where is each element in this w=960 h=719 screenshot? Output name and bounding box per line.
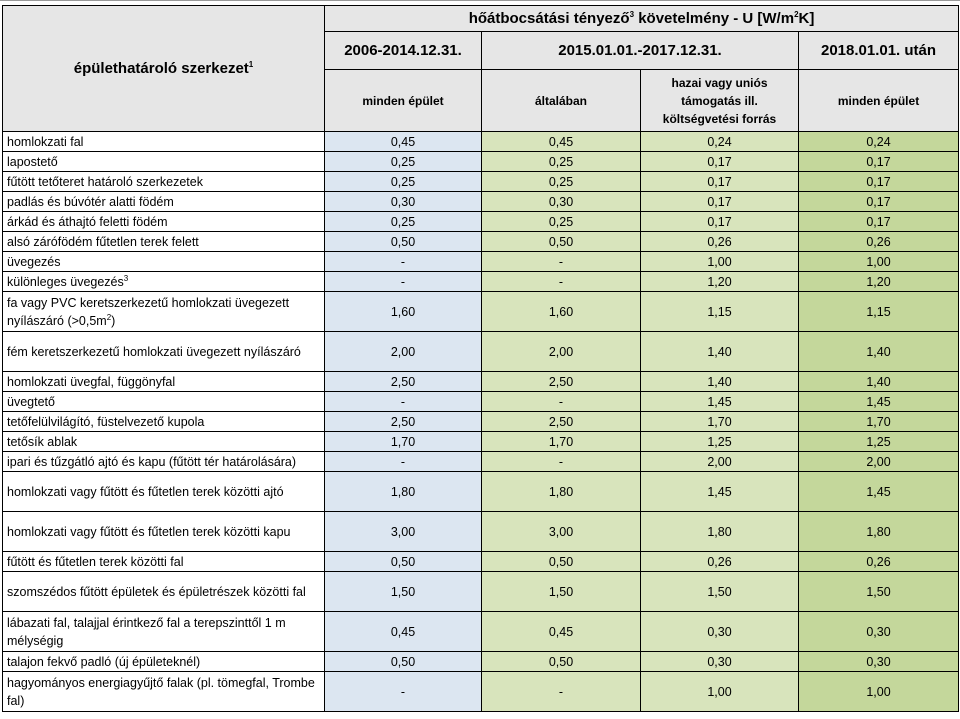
table-row xyxy=(3,452,959,472)
sub-header-general: általában xyxy=(482,70,641,132)
structure-name: talajon fekvő padló (új épületeknél) xyxy=(3,652,325,672)
structure-name: alsó zárófödém fűtetlen terek felett xyxy=(3,232,325,252)
u-value-cell: 1,45 xyxy=(641,392,799,412)
u-value-cell: 0,45 xyxy=(325,612,482,652)
u-value-cell: 2,00 xyxy=(799,452,959,472)
u-value-cell: 1,25 xyxy=(799,432,959,452)
structure-name: homlokzati vagy fűtött és fűtetlen terek közötti kapu xyxy=(3,512,325,552)
u-value-cell: 1,15 xyxy=(641,292,799,332)
u-value-cell: 0,25 xyxy=(325,212,482,232)
u-value-cell: 1,00 xyxy=(641,672,799,712)
table-row xyxy=(3,612,959,652)
table-row xyxy=(3,132,959,152)
u-value-cell: 0,25 xyxy=(482,152,641,172)
table-row xyxy=(3,432,959,452)
u-value-cell: 0,24 xyxy=(641,132,799,152)
table-row xyxy=(3,512,959,552)
u-value-cell: - xyxy=(482,252,641,272)
structure-name: üvegtető xyxy=(3,392,325,412)
u-value-cell: 0,50 xyxy=(325,552,482,572)
u-value-cell: 0,50 xyxy=(482,652,641,672)
u-value-cell: 1,50 xyxy=(482,572,641,612)
structure-name: fa vagy PVC keretszerkezetű homlokzati üvegezett nyílászáró $(>0,5m^2)$ xyxy=(3,292,325,332)
u-value-cell: 1,40 xyxy=(799,372,959,392)
u-value-cell: 1,25 xyxy=(641,432,799,452)
u-value-cell: 0,45 xyxy=(482,612,641,652)
u-value-cell: 1,45 xyxy=(799,472,959,512)
u-value-cell: 0,30 xyxy=(325,192,482,212)
u-value-cell: 2,50 xyxy=(482,372,641,392)
u-value-cell: - xyxy=(325,252,482,272)
u-value-cell: 0,17 xyxy=(799,192,959,212)
u-value-cell: 3,00 xyxy=(325,512,482,552)
u-value-cell: 0,25 xyxy=(325,172,482,192)
structure-name: tetőfelülvilágító, füstelvezető kupola xyxy=(3,412,325,432)
table-row xyxy=(3,192,959,212)
u-value-cell: 0,50 xyxy=(482,232,641,252)
sub-header-subsidized: hazai vagy uniós támogatás ill. költségvetési forrás xyxy=(641,70,799,132)
structure-name: lábazati fal, talajjal érintkező fal a terepszinttől 1 m mélységig xyxy=(3,612,325,652)
structure-name: homlokzati fal xyxy=(3,132,325,152)
u-value-cell: 1,80 xyxy=(325,472,482,512)
u-value-cell: 0,26 xyxy=(799,552,959,572)
structure-name: fűtött tetőteret határoló szerkezetek xyxy=(3,172,325,192)
table-row xyxy=(3,232,959,252)
u-value-cell: 1,45 xyxy=(799,392,959,412)
u-value-cell: - xyxy=(325,272,482,292)
u-value-cell: 0,24 xyxy=(799,132,959,152)
u-value-cell: 2,50 xyxy=(325,412,482,432)
u-value-cell: 1,80 xyxy=(482,472,641,512)
table-row xyxy=(3,292,959,332)
u-value-cell: 1,00 xyxy=(799,672,959,712)
u-value-cell: - xyxy=(482,672,641,712)
u-value-cell: 0,17 xyxy=(641,172,799,192)
u-value-cell: 0,17 xyxy=(641,152,799,172)
structure-name: hagyományos energiagyűjtő falak (pl. tömegfal, Trombe fal) xyxy=(3,672,325,712)
u-value-cell: 1,80 xyxy=(799,512,959,552)
structure-name: fém keretszerkezetű homlokzati üvegezett nyílászáró xyxy=(3,332,325,372)
structure-name: szomszédos fűtött épületek és épületrészek közötti fal xyxy=(3,572,325,612)
u-value-cell: 0,17 xyxy=(799,152,959,172)
u-value-cell: 1,45 xyxy=(641,472,799,512)
u-value-cell: 1,00 xyxy=(799,252,959,272)
u-value-cell: 0,50 xyxy=(325,652,482,672)
u-value-cell: 0,45 xyxy=(482,132,641,152)
table-row xyxy=(3,332,959,372)
main-title: hőátbocsátási tényező$^3$ követelmény - U $[W/m^2K]$ xyxy=(325,6,959,32)
structure-name: homlokzati vagy fűtött és fűtetlen terek közötti ajtó xyxy=(3,472,325,512)
period-2018: 2018.01.01. után xyxy=(799,32,959,70)
u-value-cell: 2,00 xyxy=(641,452,799,472)
u-value-cell: 1,60 xyxy=(482,292,641,332)
table-body xyxy=(3,132,959,712)
u-value-cell: 0,25 xyxy=(482,172,641,192)
u-value-cell: 0,26 xyxy=(799,232,959,252)
table-row xyxy=(3,672,959,712)
u-value-cell: 1,40 xyxy=(641,332,799,372)
period-2006: 2006-2014.12.31. xyxy=(325,32,482,70)
sub-header-all-buildings-2018: minden épület xyxy=(799,70,959,132)
structure-name: üvegezés xyxy=(3,252,325,272)
sub-header-all-buildings-2006: minden épület xyxy=(325,70,482,132)
u-value-cell: 0,25 xyxy=(325,152,482,172)
u-value-cell: 0,17 xyxy=(799,212,959,232)
u-value-cell: 1,70 xyxy=(799,412,959,432)
u-value-cell: - xyxy=(325,392,482,412)
table-row xyxy=(3,272,959,292)
u-value-cell: 0,26 xyxy=(641,552,799,572)
u-value-requirements-table xyxy=(2,5,959,712)
u-value-cell: 0,50 xyxy=(482,552,641,572)
u-value-cell: - xyxy=(325,452,482,472)
u-value-cell: 1,70 xyxy=(325,432,482,452)
structure-name: padlás és búvótér alatti födém xyxy=(3,192,325,212)
table-row xyxy=(3,372,959,392)
table-row xyxy=(3,652,959,672)
u-value-cell: - xyxy=(482,392,641,412)
u-value-cell: 3,00 xyxy=(482,512,641,552)
u-value-cell: 2,00 xyxy=(325,332,482,372)
structure-name: fűtött és fűtetlen terek közötti fal xyxy=(3,552,325,572)
u-value-cell: 0,26 xyxy=(641,232,799,252)
u-value-cell: 0,25 xyxy=(482,212,641,232)
table-row xyxy=(3,472,959,512)
u-value-cell: - xyxy=(482,272,641,292)
table-row xyxy=(3,172,959,192)
u-value-cell: 0,30 xyxy=(641,652,799,672)
structure-name: homlokzati üvegfal, függönyfal xyxy=(3,372,325,392)
u-value-cell: 0,30 xyxy=(641,612,799,652)
u-value-cell: 2,00 xyxy=(482,332,641,372)
u-value-cell: 1,50 xyxy=(641,572,799,612)
u-value-cell: - xyxy=(325,672,482,712)
u-value-cell: 1,20 xyxy=(799,272,959,292)
u-value-cell: 1,70 xyxy=(482,432,641,452)
table-row xyxy=(3,152,959,172)
u-value-cell: 1,15 xyxy=(799,292,959,332)
u-value-cell: 0,30 xyxy=(799,652,959,672)
table-row xyxy=(3,252,959,272)
u-value-cell: 0,17 xyxy=(641,192,799,212)
table-row xyxy=(3,552,959,572)
row-label-header: épülethatároló szerkezet$^1$ xyxy=(3,6,325,132)
structure-name: lapostető xyxy=(3,152,325,172)
u-value-cell: - xyxy=(482,452,641,472)
structure-name: ipari és tűzgátló ajtó és kapu (fűtött tér határolására) xyxy=(3,452,325,472)
u-value-cell: 0,30 xyxy=(799,612,959,652)
u-value-cell: 1,50 xyxy=(799,572,959,612)
period-2015: 2015.01.01.-2017.12.31. xyxy=(482,32,799,70)
u-value-cell: 1,80 xyxy=(641,512,799,552)
u-value-cell: 0,45 xyxy=(325,132,482,152)
u-value-cell: 2,50 xyxy=(325,372,482,392)
u-value-cell: 1,00 xyxy=(641,252,799,272)
u-value-cell: 1,20 xyxy=(641,272,799,292)
table-row xyxy=(3,212,959,232)
structure-name: árkád és áthajtó feletti födém xyxy=(3,212,325,232)
table-row xyxy=(3,392,959,412)
u-value-cell: 1,40 xyxy=(799,332,959,372)
table-row xyxy=(3,572,959,612)
u-value-cell: 1,60 xyxy=(325,292,482,332)
structure-name: különleges üvegezés$^3$ xyxy=(3,272,325,292)
u-value-cell: 1,50 xyxy=(325,572,482,612)
u-value-cell: 0,17 xyxy=(799,172,959,192)
u-value-cell: 2,50 xyxy=(482,412,641,432)
structure-name: tetősík ablak xyxy=(3,432,325,452)
u-value-cell: 0,50 xyxy=(325,232,482,252)
u-value-cell: 0,17 xyxy=(641,212,799,232)
u-value-cell: 0,30 xyxy=(482,192,641,212)
table-row xyxy=(3,412,959,432)
u-value-cell: 1,40 xyxy=(641,372,799,392)
u-value-cell: 1,70 xyxy=(641,412,799,432)
